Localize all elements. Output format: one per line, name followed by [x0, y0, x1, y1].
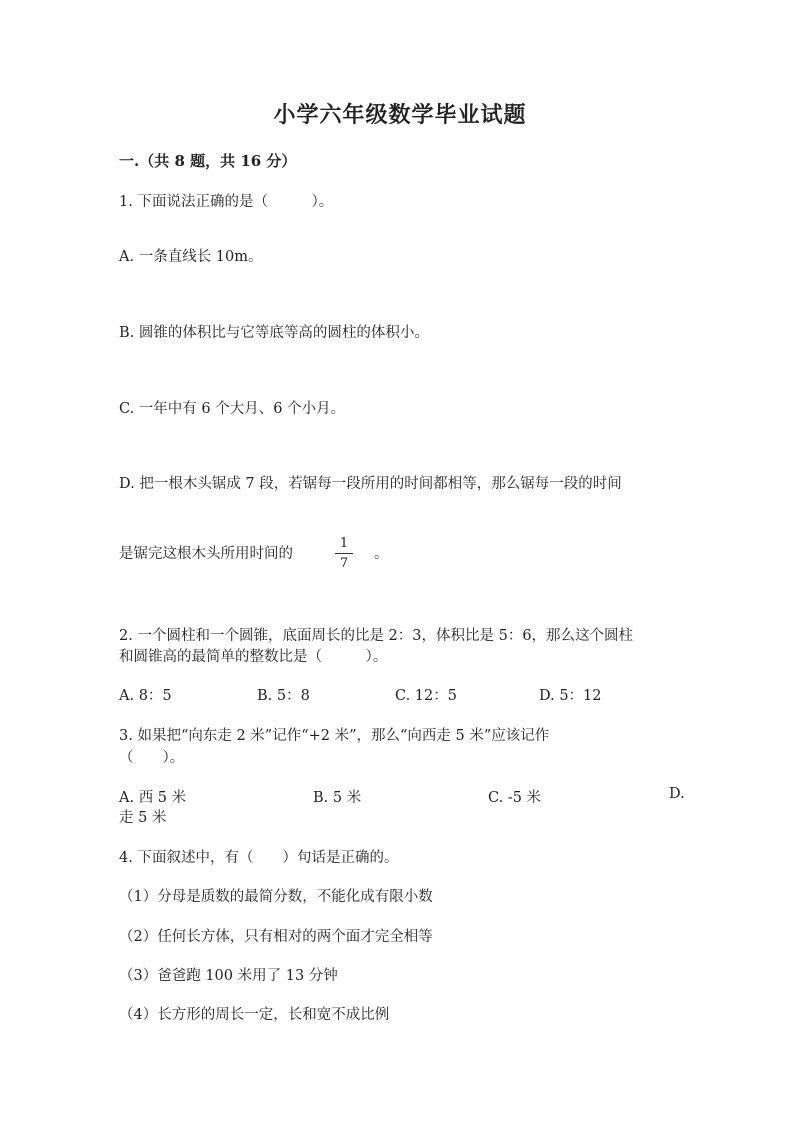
q1-option-d-line2: 是锯完这根木头所用时间的: [119, 546, 293, 562]
fraction-one-seventh: [334, 536, 354, 571]
q3-option-a: A. 西 5 米: [119, 790, 187, 806]
page-title: 小学六年级数学毕业试题: [273, 102, 527, 128]
fraction-bar: [335, 553, 353, 554]
q3-stem-line2: （ ）。: [119, 750, 185, 766]
q1-option-d-line1: D. 把一根木头锯成 7 段，若锯每一段所用的时间都相等，那么锯每一段的时间: [119, 476, 622, 492]
q3-option-d: D.: [669, 786, 685, 802]
fraction-denominator: 7: [339, 556, 349, 571]
q3-stem-line1: 3. 如果把“向东走 2 米”记作“+2 米”，那么“向西走 5 米”应该记作: [119, 728, 550, 744]
q4-stem: 4. 下面叙述中，有（ ）句话是正确的。: [119, 850, 399, 866]
q4-item-3: （3）爸爸跑 100 米用了 13 分钟: [119, 968, 338, 984]
q2-option-d: D. 5：12: [539, 688, 602, 704]
q2-stem-line2: 和圆锥高的最简单的整数比是（ ）。: [119, 649, 388, 665]
q1-option-d-end: 。: [374, 546, 389, 562]
q1-option-a: A. 一条直线长 10m。: [119, 249, 263, 265]
q4-item-2: （2）任何长方体，只有相对的两个面才完全相等: [119, 929, 433, 945]
q4-item-1: （1）分母是质数的最简分数，不能化成有限小数: [119, 889, 433, 905]
q1-stem: 1. 下面说法正确的是（ ）。: [119, 194, 334, 210]
q3-option-d-wrap: 走 5 米: [119, 810, 167, 826]
q2-option-a: A. 8：5: [119, 688, 172, 704]
q1-option-b: B. 圆锥的体积比与它等底等高的圆柱的体积小。: [119, 325, 429, 341]
q2-option-b: B. 5：8: [257, 688, 310, 704]
fraction-numerator: 1: [339, 536, 349, 551]
q2-stem-line1: 2. 一个圆柱和一个圆锥，底面周长的比是 2：3，体积比是 5：6，那么这个圆柱: [119, 628, 634, 644]
section-heading: 一.（共 8 题，共 16 分）: [119, 152, 297, 170]
q1-option-c: C. 一年中有 6 个大月、6 个小月。: [119, 401, 346, 417]
q2-option-c: C. 12：5: [395, 688, 457, 704]
q4-item-4: （4）长方形的周长一定，长和宽不成比例: [119, 1007, 390, 1023]
q3-option-b: B. 5 米: [313, 790, 362, 806]
q3-option-c: C. -5 米: [488, 790, 542, 806]
